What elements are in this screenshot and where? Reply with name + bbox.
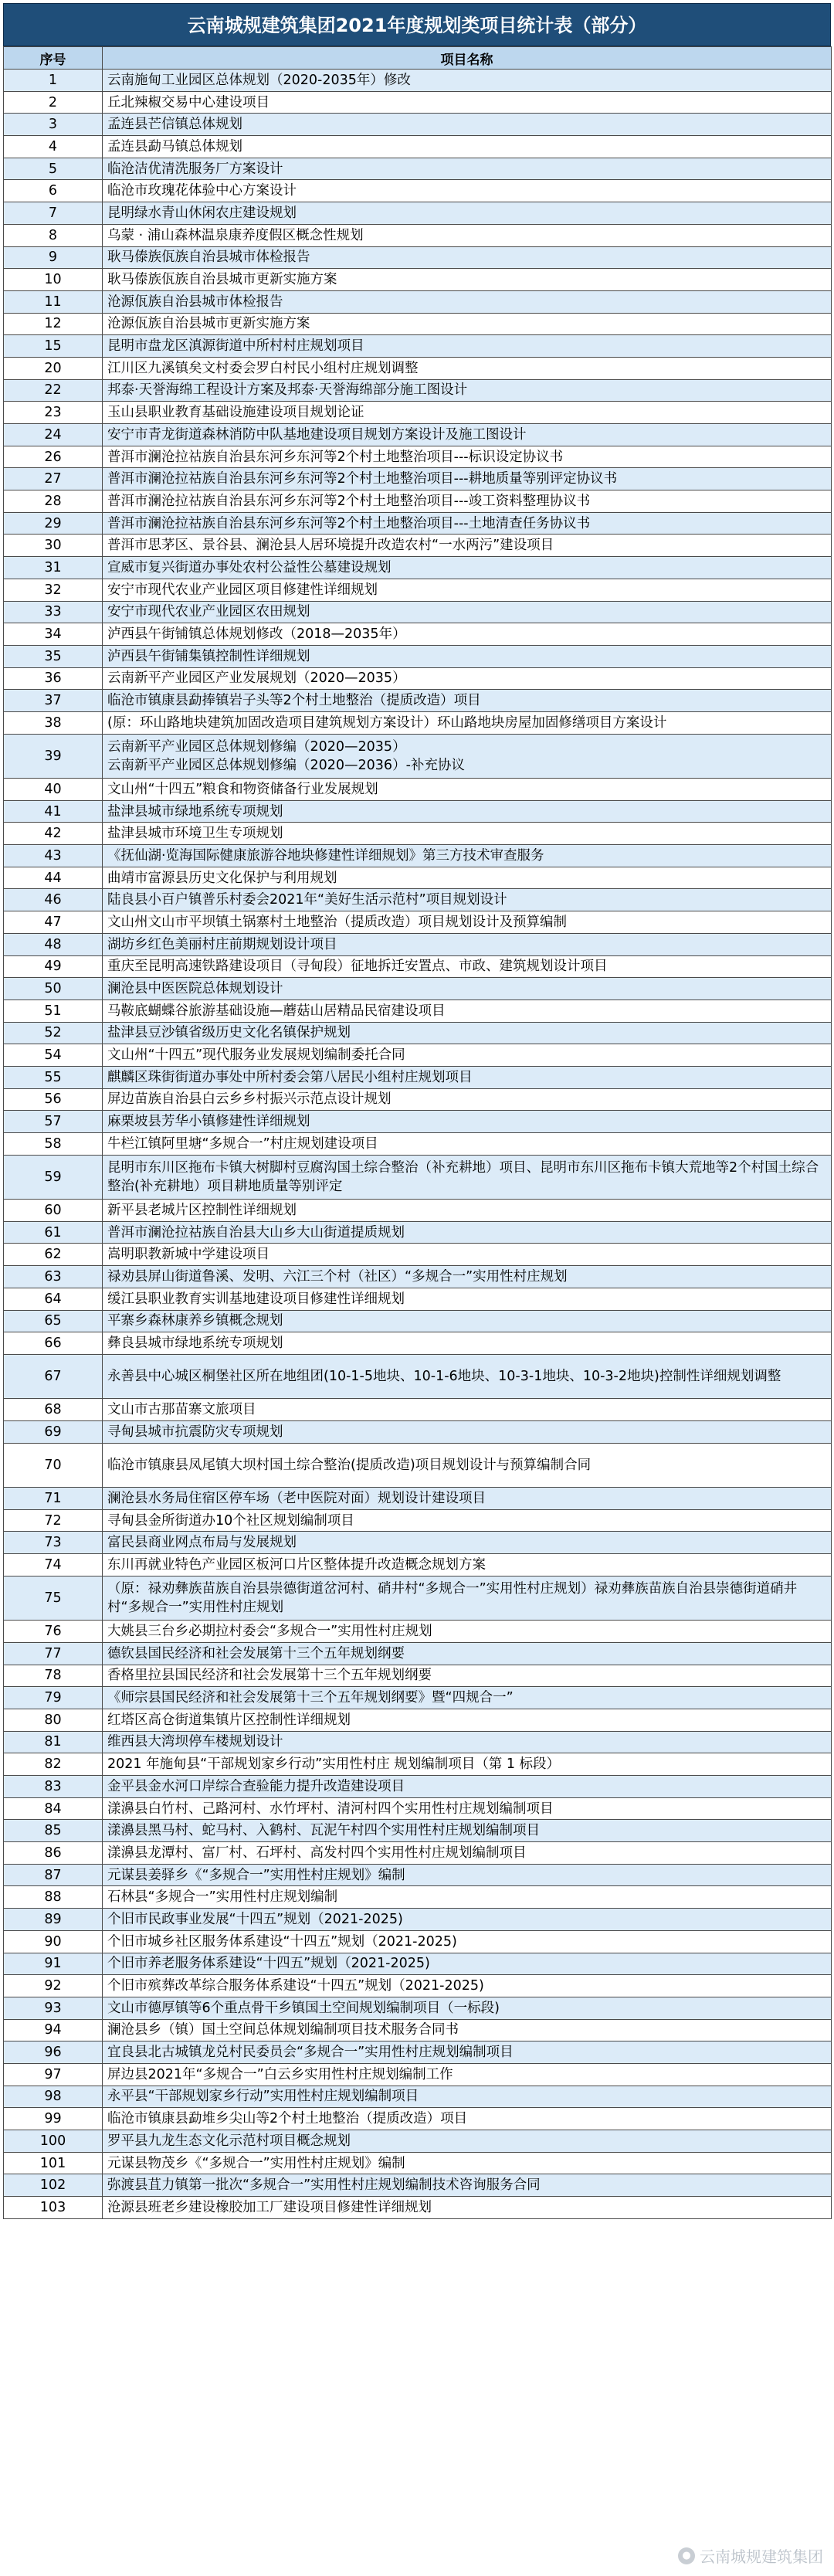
project-name: 个旧市民政事业发展“十四五”规划（2021-2025) [103,1909,832,1931]
project-name: 安宁市青龙街道森林消防中队基地建设项目规划方案设计及施工图设计 [103,424,832,446]
project-name [103,734,832,778]
table-row [4,579,832,601]
table-row [4,91,832,114]
table-row [4,379,832,402]
row-number: 24 [4,424,103,446]
table-row [4,1797,832,1820]
row-number: 52 [4,1022,103,1044]
project-name: 禄劝县屏山街道鲁溪、发明、六江三个村（社区）“多规合一”实用性村庄规划 [103,1266,832,1288]
row-number: 82 [4,1753,103,1776]
table-row [4,468,832,490]
project-name: 马鞍底蝴蝶谷旅游基础设施—蘑菇山居精品民宿建设项目 [103,1000,832,1022]
row-number: 63 [4,1266,103,1288]
table-row [4,2019,832,2041]
project-name-line: 云南新平产业园区总体规划修编（2020—2035） [107,738,406,755]
project-name: 孟连县勐马镇总体规划 [103,136,832,158]
row-number: 54 [4,1044,103,1067]
project-name: 盐津县豆沙镇省级历史文化名镇保护规划 [103,1022,832,1044]
table-row [4,601,832,623]
row-number: 102 [4,2174,103,2197]
row-number: 62 [4,1244,103,1266]
project-name: 耿马傣族佤族自治县城市更新实施方案 [103,269,832,291]
project-name: 安宁市现代农业产业园区项目修建性详细规划 [103,579,832,601]
table-row [4,70,832,92]
table-row [4,1820,832,1842]
table-row [4,1731,832,1753]
table-row [4,1953,832,1975]
table-row [4,1709,832,1731]
table-row [4,1244,832,1266]
table-row [4,158,832,180]
row-number: 26 [4,446,103,468]
table-row [4,2041,832,2064]
row-number: 99 [4,2108,103,2130]
table-row [4,1488,832,1510]
row-number: 5 [4,158,103,180]
table-row [4,623,832,646]
table-row [4,246,832,269]
project-name: 平寨乡森林康养乡镇概念规划 [103,1310,832,1332]
table-row [4,490,832,513]
project-name: 临沧洁优清洗服务厂方案设计 [103,158,832,180]
project-name: 宜良县北古城镇龙兑村民委员会“多规合一”实用性村庄规划编制项目 [103,2041,832,2064]
table-row [4,1509,832,1532]
row-number: 3 [4,114,103,136]
table-row [4,1642,832,1665]
project-name: 邦泰·天誉海绵工程设计方案及邦泰·天誉海绵部分施工图设计 [103,379,832,402]
table-title: 云南城规建筑集团2021年度规划类项目统计表（部分） [3,3,831,46]
table-row [4,1443,832,1487]
project-name: 寻甸县城市抗震防灾专项规划 [103,1420,832,1443]
table-row [4,424,832,446]
table-row [4,1975,832,1997]
row-number: 23 [4,402,103,424]
header-project-name: 项目名称 [103,47,832,70]
header-number: 序号 [4,47,103,70]
row-number: 65 [4,1310,103,1332]
table-row [4,1554,832,1576]
table-row [4,1665,832,1687]
project-name: 德钦县国民经济和社会发展第十三个五年规划纲要 [103,1642,832,1665]
row-number: 74 [4,1554,103,1576]
project-name: 临沧市镇康县凤尾镇大坝村国土综合整治(提质改造)项目规划设计与预算编制合同 [103,1443,832,1487]
project-name: 弥渡县苴力镇第一批次“多规合一”实用性村庄规划编制技术咨询服务合同 [103,2174,832,2197]
row-number: 61 [4,1221,103,1244]
project-name: 罗平县九龙生态文化示范村项目概念规划 [103,2130,832,2153]
row-number: 98 [4,2086,103,2108]
project-name: (原：环山路地块建筑加固改造项目建筑规划方案设计）环山路地块房屋加固修缮项目方案设计 [103,711,832,734]
row-number: 71 [4,1488,103,1510]
table-row [4,823,832,845]
table-row [4,1000,832,1022]
project-name: 富民县商业网点布局与发展规划 [103,1532,832,1554]
table-row [4,136,832,158]
table-row [4,711,832,734]
row-number: 73 [4,1532,103,1554]
project-name: 普洱市澜沧拉祜族自治县东河乡东河等2个村土地整治项目---标识设定协议书 [103,446,832,468]
project-name: 维西县大湾坝停车楼规划设计 [103,1731,832,1753]
row-number: 93 [4,1997,103,2019]
row-number: 86 [4,1842,103,1865]
table-body [4,70,832,2219]
table-row [4,1200,832,1222]
project-name: 昆明绿水青山休闲农庄建设规划 [103,202,832,225]
table-row [4,1266,832,1288]
row-number: 40 [4,779,103,801]
table-row [4,1022,832,1044]
project-name: 个旧市养老服务体系建设“十四五”规划（2021-2025) [103,1953,832,1975]
row-number: 50 [4,978,103,1000]
table-row [4,845,832,867]
row-number: 48 [4,933,103,955]
row-number: 66 [4,1332,103,1355]
table-row [4,1155,832,1199]
row-number: 11 [4,290,103,313]
row-number: 51 [4,1000,103,1022]
row-number: 90 [4,1930,103,1953]
project-name-line: 云南新平产业园区总体规划修编（2020—2036）-补充协议 [107,757,465,773]
project-name: 澜沧县水务局住宿区停车场（老中医院对面）规划设计建设项目 [103,1488,832,1510]
project-name: 个旧市城乡社区服务体系建设“十四五”规划（2021-2025) [103,1930,832,1953]
row-number: 84 [4,1797,103,1820]
row-number: 1 [4,70,103,92]
row-number: 55 [4,1066,103,1088]
row-number: 103 [4,2197,103,2219]
row-number: 92 [4,1975,103,1997]
project-name: 文山州“十四五”粮食和物资储备行业发展规划 [103,779,832,801]
row-number: 47 [4,911,103,934]
project-name: 湖坊乡红色美丽村庄前期规划设计项目 [103,933,832,955]
row-number: 22 [4,379,103,402]
project-name: 泸西县午街铺镇总体规划修改（2018—2035年） [103,623,832,646]
table-row [4,2086,832,2108]
row-number: 64 [4,1288,103,1310]
project-name: 《抚仙湖·览海国际健康旅游谷地块修建性详细规划》第三方技术审查服务 [103,845,832,867]
table-row [4,1621,832,1643]
row-number: 88 [4,1886,103,1909]
project-name: 2021 年施甸县“干部规划家乡行动”实用性村庄 规划编制项目（第 1 标段） [103,1753,832,1776]
table-row [4,202,832,225]
project-name: 孟连县芒信镇总体规划 [103,114,832,136]
project-name: 陆良县小百户镇普乐村委会2021年“美好生活示范村”项目规划设计 [103,889,832,911]
table-row [4,114,832,136]
row-number: 70 [4,1443,103,1487]
table-row [4,690,832,712]
project-name: 普洱市思茅区、景谷县、澜沧县人居环境提升改造农村“一水两污”建设项目 [103,535,832,557]
table-row [4,335,832,358]
row-number: 31 [4,557,103,579]
table-row [4,1310,832,1332]
table-row [4,1687,832,1709]
project-name: 澜沧县乡（镇）国土空间总体规划编制项目技术服务合同书 [103,2019,832,2041]
row-number: 94 [4,2019,103,2041]
project-name: 临沧市镇康县勐捧镇岩子头等2个村土地整治（提质改造）项目 [103,690,832,712]
project-name: 宣威市复兴街道办事处农村公益性公墓建设规划 [103,557,832,579]
row-number: 8 [4,224,103,246]
row-number: 57 [4,1111,103,1133]
table-row [4,1288,832,1310]
row-number: 29 [4,512,103,535]
row-number: 33 [4,601,103,623]
project-name: 彝良县城市绿地系统专项规划 [103,1332,832,1355]
project-name: 元谋县物茂乡《“多规合一”实用性村庄规划》编制 [103,2152,832,2174]
row-number: 78 [4,1665,103,1687]
table-row [4,1399,832,1421]
statistics-sheet [3,3,831,2219]
project-name: 普洱市澜沧拉祜族自治县东河乡东河等2个村土地整治项目---耕地质量等别评定协议书 [103,468,832,490]
row-number: 46 [4,889,103,911]
row-number: 38 [4,711,103,734]
row-number: 15 [4,335,103,358]
table-row [4,2063,832,2086]
row-number: 4 [4,136,103,158]
table-row [4,800,832,823]
row-number: 44 [4,867,103,889]
project-name: 漾濞县龙潭村、富厂村、石坪村、高发村四个实用性村庄规划编制项目 [103,1842,832,1865]
project-name: 文山市德厚镇等6个重点骨干乡镇国土空间规划编制项目（一标段) [103,1997,832,2019]
row-number: 56 [4,1088,103,1111]
table-row [4,1930,832,1953]
table-row [4,955,832,978]
project-name: 乌蒙 · 浦山森林温泉康养度假区概念性规划 [103,224,832,246]
project-name: 曲靖市富源县历史文化保护与利用规划 [103,867,832,889]
row-number: 32 [4,579,103,601]
row-number: 37 [4,690,103,712]
table-row [4,2130,832,2153]
row-number: 67 [4,1354,103,1398]
project-name: 香格里拉县国民经济和社会发展第十三个五年规划纲要 [103,1665,832,1687]
row-number: 6 [4,180,103,202]
table-row [4,2152,832,2174]
table-row [4,2108,832,2130]
watermark [678,2544,823,2567]
row-number: 34 [4,623,103,646]
row-number: 72 [4,1509,103,1532]
row-number: 49 [4,955,103,978]
table-row [4,512,832,535]
row-number: 36 [4,667,103,690]
project-name: 大姚县三台乡必期拉村委会“多规合一”实用性村庄规划 [103,1621,832,1643]
project-name: 元谋县姜驿乡《“多规合一”实用性村庄规划》编制 [103,1864,832,1886]
table-row [4,1354,832,1398]
project-name: 泸西县午街铺集镇控制性详细规划 [103,645,832,667]
table-row [4,1111,832,1133]
project-name: 新平县老城片区控制性详细规划 [103,1200,832,1222]
project-name: 嵩明职教新城中学建设项目 [103,1244,832,1266]
project-name: 文山市古那苗寨文旅项目 [103,1399,832,1421]
table-row [4,357,832,379]
row-number: 58 [4,1133,103,1156]
project-name: 个旧市殡葬改革综合服务体系建设“十四五”规划（2021-2025) [103,1975,832,1997]
project-name: 永平县“干部规划家乡行动”实用性村庄规划编制项目 [103,2086,832,2108]
project-name: 屏边苗族自治县白云乡乡村振兴示范点设计规划 [103,1088,832,1111]
row-number: 35 [4,645,103,667]
table-row [4,1420,832,1443]
row-number: 42 [4,823,103,845]
project-name: 沧源佤族自治县城市更新实施方案 [103,313,832,335]
project-name: 玉山县职业教育基础设施建设项目规划论证 [103,402,832,424]
table-row [4,402,832,424]
project-name: 文山州“十四五”现代服务业发展规划编制委托合同 [103,1044,832,1067]
table-row [4,557,832,579]
table-row [4,1088,832,1111]
row-number: 28 [4,490,103,513]
table-row [4,1044,832,1067]
table-row [4,2197,832,2219]
row-number: 27 [4,468,103,490]
table-row [4,2174,832,2197]
project-name: 麻栗坡县芳华小镇修建性详细规划 [103,1111,832,1133]
project-name: 《师宗县国民经济和社会发展第十三个五年规划纲要》暨“四规合一” [103,1687,832,1709]
watermark-text: 云南城规建筑集团 [700,2547,823,2566]
project-name: 红塔区高仓街道集镇片区控制性详细规划 [103,1709,832,1731]
project-name: 普洱市澜沧拉祜族自治县东河乡东河等2个村土地整治项目---土地清查任务协议书 [103,512,832,535]
row-number: 87 [4,1864,103,1886]
table-row [4,1221,832,1244]
table-row [4,290,832,313]
table-row [4,269,832,291]
row-number: 2 [4,91,103,114]
table-row [4,933,832,955]
table-row [4,645,832,667]
row-number: 60 [4,1200,103,1222]
table-row [4,535,832,557]
row-number: 97 [4,2063,103,2086]
row-number: 91 [4,1953,103,1975]
row-number: 39 [4,734,103,778]
row-number: 75 [4,1576,103,1620]
table-row [4,867,832,889]
row-number: 83 [4,1776,103,1798]
project-name: 盐津县城市环境卫生专项规划 [103,823,832,845]
project-name: 寻甸县金所街道办10个社区规划编制项目 [103,1509,832,1532]
project-name: 江川区九溪镇矣文村委会罗白村民小组村庄规划调整 [103,357,832,379]
row-number: 20 [4,357,103,379]
table-row [4,1997,832,2019]
project-name: 屏边县2021年“多规合一”白云乡实用性村庄规划编制工作 [103,2063,832,2086]
table-row [4,889,832,911]
row-number: 101 [4,2152,103,2174]
project-name: 盐津县城市绿地系统专项规划 [103,800,832,823]
row-number: 77 [4,1642,103,1665]
row-number: 41 [4,800,103,823]
project-name: 石林县“多规合一”实用性村庄规划编制 [103,1886,832,1909]
row-number: 80 [4,1709,103,1731]
table-row [4,224,832,246]
project-name: 文山州文山市平坝镇土锅寨村土地整治（提质改造）项目规划设计及预算编制 [103,911,832,934]
project-name: 昆明市东川区拖布卡镇大树脚村豆腐沟国土综合整治（补充耕地）项目、昆明市东川区拖布卡镇大荒地等2个村国土综合整治(补充耕地）项目耕地质量等别评定 [103,1155,832,1199]
project-name: 临沧市玫瑰花体验中心方案设计 [103,180,832,202]
project-name: 云南新平产业园区产业发展规划（2020—2035） [103,667,832,690]
row-number: 10 [4,269,103,291]
row-number: 9 [4,246,103,269]
project-name: 普洱市澜沧拉祜族自治县东河乡东河等2个村土地整治项目---竣工资料整理协议书 [103,490,832,513]
row-number: 59 [4,1155,103,1199]
project-name: 漾濞县白竹村、己路河村、水竹坪村、清河村四个实用性村庄规划编制项目 [103,1797,832,1820]
table-row [4,1842,832,1865]
table-row [4,180,832,202]
row-number: 7 [4,202,103,225]
row-number: 96 [4,2041,103,2064]
table-row [4,1909,832,1931]
wechat-icon: ● [678,2547,695,2564]
row-number: 30 [4,535,103,557]
project-name: 金平县金水河口岸综合查验能力提升改造建设项目 [103,1776,832,1798]
table-row [4,978,832,1000]
table-row [4,1576,832,1620]
row-number: 85 [4,1820,103,1842]
project-name: 沧源佤族自治县城市体检报告 [103,290,832,313]
project-name: 耿马傣族佤族自治县城市体检报告 [103,246,832,269]
row-number: 79 [4,1687,103,1709]
row-number: 89 [4,1909,103,1931]
row-number: 81 [4,1731,103,1753]
row-number: 12 [4,313,103,335]
project-name: 缓江县职业教育实训基地建设项目修建性详细规划 [103,1288,832,1310]
project-name: 丘北辣椒交易中心建设项目 [103,91,832,114]
project-name: 安宁市现代农业产业园区农田规划 [103,601,832,623]
project-name: 东川再就业特色产业园区板河口片区整体提升改造概念规划方案 [103,1554,832,1576]
project-table [3,46,832,2219]
project-name: 澜沧县中医医院总体规划设计 [103,978,832,1000]
table-row [4,779,832,801]
project-name: 永善县中心城区桐堡社区所在地组团(10-1-5地块、10-1-6地块、10-3-1地块、10-3-2地块)控制性详细规划调整 [103,1354,832,1398]
project-name: 牛栏江镇阿里塘“多规合一”村庄规划建设项目 [103,1133,832,1156]
project-name: 普洱市澜沧拉祜族自治县大山乡大山街道提质规划 [103,1221,832,1244]
table-row [4,911,832,934]
project-name: （原：禄劝彝族苗族自治县崇德街道岔河村、硝井村“多规合一”实用性村庄规划）禄劝彝族苗族自治县崇德街道硝井村“多规合一”实用性村庄规划 [103,1576,832,1620]
header-row [4,47,832,70]
table-row [4,313,832,335]
table-row [4,1886,832,1909]
table-row [4,1753,832,1776]
table-row [4,1133,832,1156]
project-name: 沧源县班老乡建设橡胶加工厂建设项目修建性详细规划 [103,2197,832,2219]
table-row [4,446,832,468]
row-number: 68 [4,1399,103,1421]
row-number: 100 [4,2130,103,2153]
project-name: 云南施甸工业园区总体规划（2020-2035年）修改 [103,70,832,92]
row-number: 69 [4,1420,103,1443]
table-row [4,734,832,778]
table-row [4,1864,832,1886]
table-row [4,1066,832,1088]
table-row [4,1532,832,1554]
row-number: 43 [4,845,103,867]
project-name: 昆明市盘龙区滇源街道中所村村庄规划项目 [103,335,832,358]
row-number: 76 [4,1621,103,1643]
project-name: 麒麟区珠街街道办事处中所村委会第八居民小组村庄规划项目 [103,1066,832,1088]
table-row [4,1332,832,1355]
project-name: 重庆至昆明高速铁路建设项目（寻甸段）征地拆迁安置点、市政、建筑规划设计项目 [103,955,832,978]
table-row [4,667,832,690]
table-row [4,1776,832,1798]
project-name: 临沧市镇康县勐堆乡尖山等2个村土地整治（提质改造）项目 [103,2108,832,2130]
project-name: 漾濞县黑马村、蛇马村、入鹤村、瓦泥午村四个实用性村庄规划编制项目 [103,1820,832,1842]
